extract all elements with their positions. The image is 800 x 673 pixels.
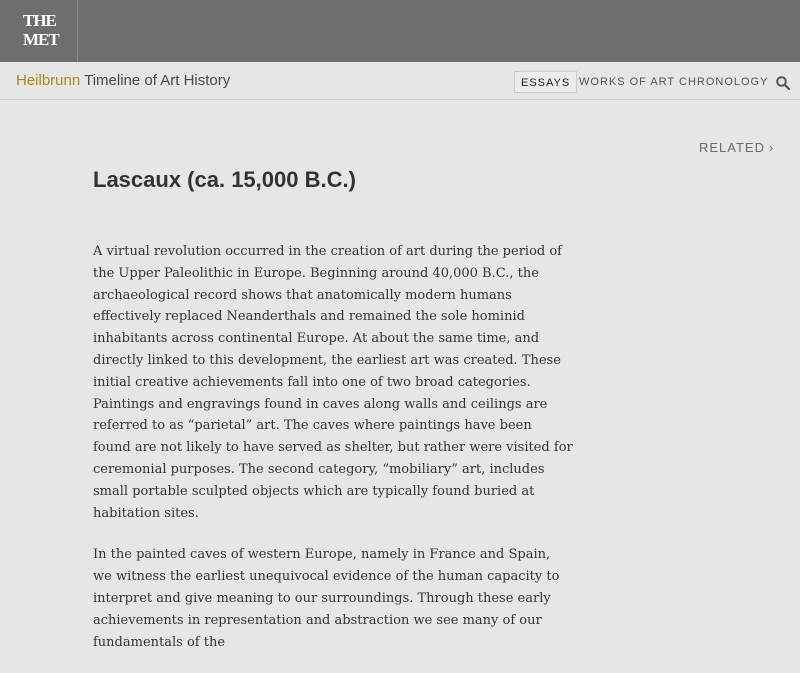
tab-chronology[interactable]: CHRONOLOGY <box>679 76 769 88</box>
article-paragraph-1: A virtual revolution occurred in the creation of art during the period of the Upper Paleolithic in Europe. Beginning around 40,000 B.C., the archaeological record shows that anatomically modern humans effectively replaced Neanderthals and remained the sole hominid inhabitants across continental Europe. At about the same time, and directly linked to this development, the earliest art was created. These initial creative achievements fall into one of two broad categories. Paintings and engravings found in caves along walls and ceilings are referred to as “parietal” art. The caves where paintings have been found are not likely to have served as shelter, but rather were visited for ceremonial purposes. The second category, “mobiliary” art, includes small portable sculpted objects which are typically found buried at habitation sites. <box>93 244 573 521</box>
section-nav-bar <box>0 62 800 100</box>
logo-line-met: MET <box>23 30 59 49</box>
article-paragraph-2: In the painted caves of western Europe, namely in France and Spain, we witness the earliest unequivocal evidence of the human capacity to interpret and give meaning to our surroundings. Through these early achievements in representation and abstraction we see many of our fundamentals of the <box>93 547 560 650</box>
site-title-rest: Timeline of Art History <box>80 72 231 89</box>
site-title-brand: Heilbrunn <box>16 72 81 89</box>
tab-essays[interactable]: ESSAYS <box>514 71 577 93</box>
search-button[interactable] <box>776 76 790 90</box>
article-body <box>93 241 573 673</box>
related-button[interactable] <box>699 140 774 155</box>
related-label: RELATED <box>699 140 765 155</box>
logo-line-the: THE <box>23 11 56 30</box>
site-title-link[interactable] <box>16 72 230 89</box>
page-title: Lascaux (ca. 15,000 B.C.) <box>93 167 356 192</box>
chevron-right-icon: › <box>769 140 775 155</box>
met-logo[interactable] <box>0 0 78 62</box>
search-icon <box>776 76 790 90</box>
tab-works-of-art[interactable]: WORKS OF ART <box>579 76 676 88</box>
top-header-bar <box>0 0 800 62</box>
